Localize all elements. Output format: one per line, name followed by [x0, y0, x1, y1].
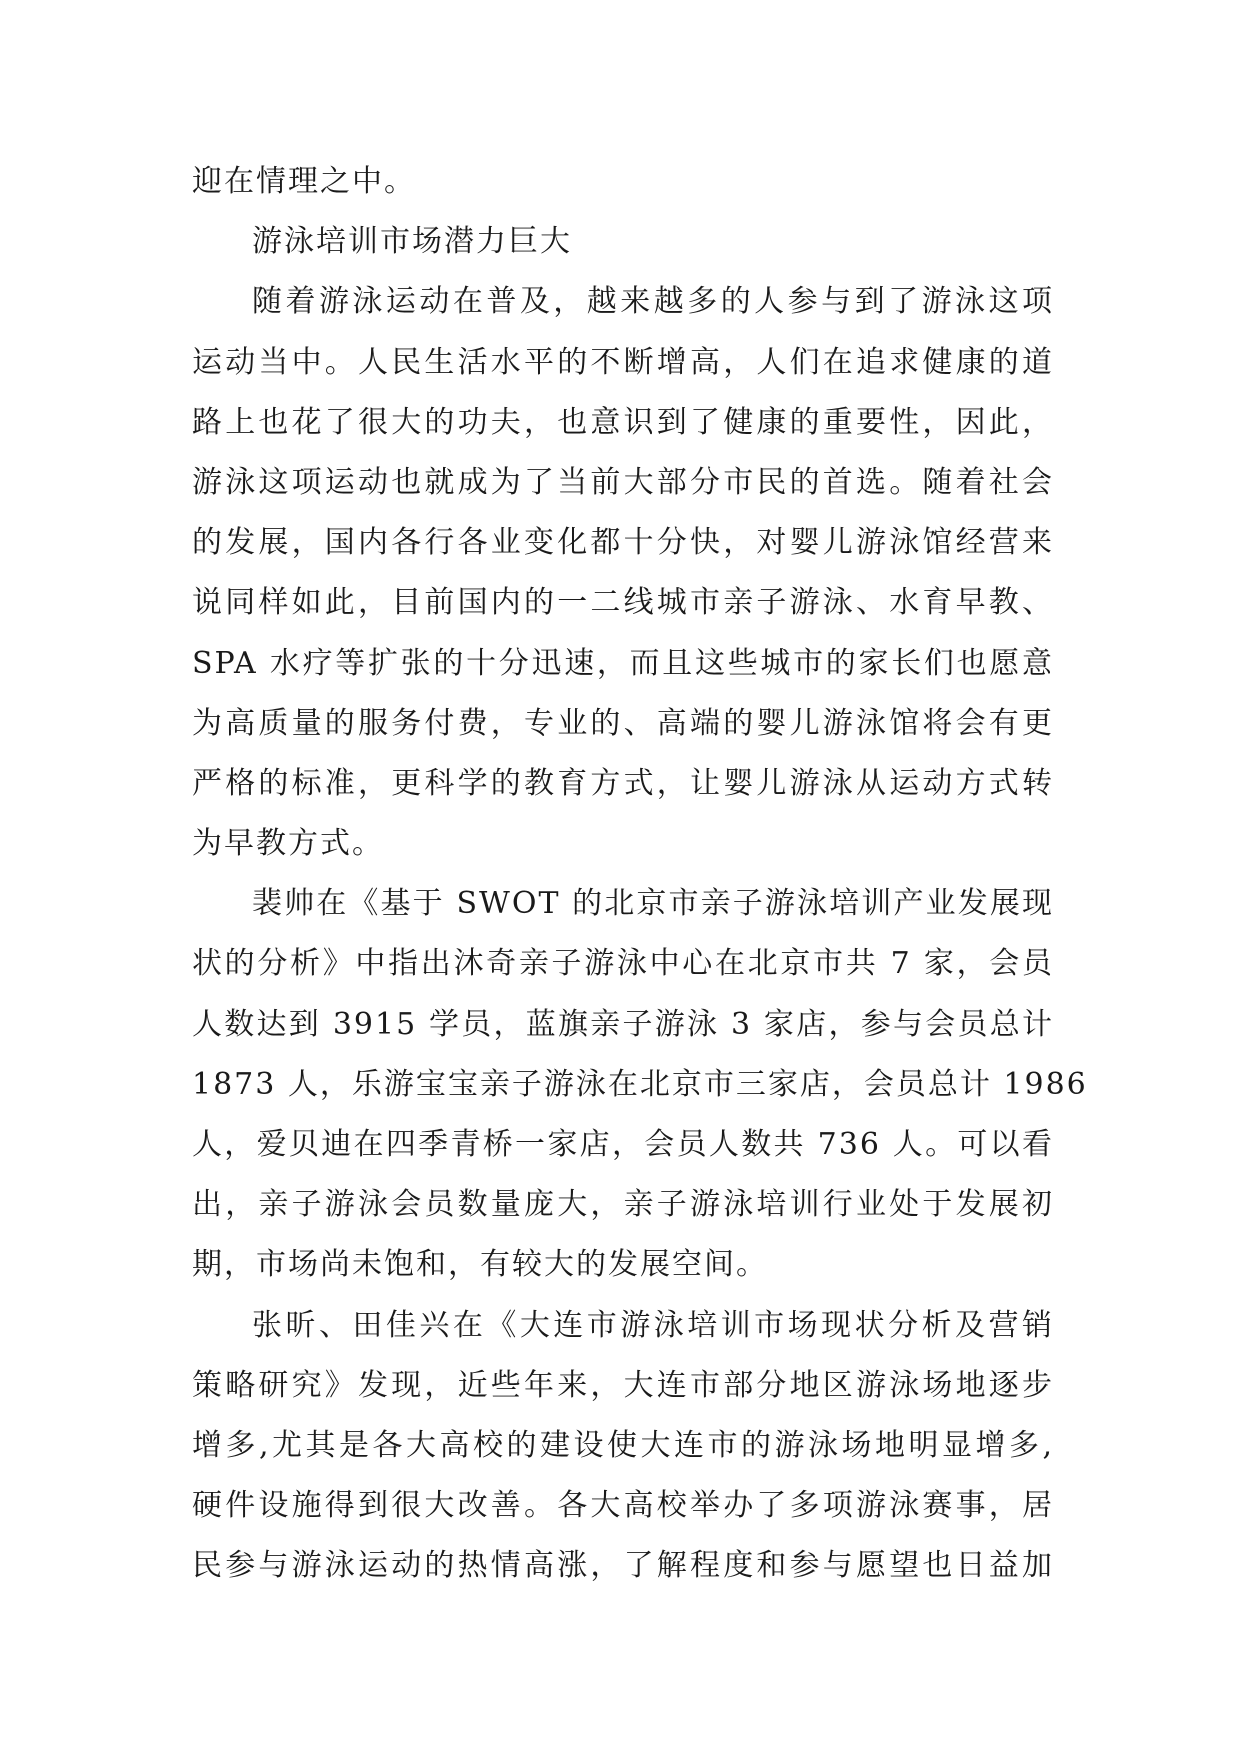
text-line: 硬件设施得到很大改善。各大高校举办了多项游泳赛事，居 — [192, 1488, 1054, 1524]
paragraph-first-line: 随着游泳运动在普及，越来越多的人参与到了游泳这项 — [252, 284, 1054, 320]
text-line: 为高质量的服务付费，专业的、高端的婴儿游泳馆将会有更 — [192, 705, 1054, 741]
text-line: 状的分析》中指出沐奇亲子游泳中心在北京市共 7 家，会员 — [192, 946, 1054, 982]
text-line: SPA 水疗等扩张的十分迅速，而且这些城市的家长们也愿意 — [192, 645, 1054, 681]
text-line: 策略研究》发现，近些年来，大连市部分地区游泳场地逐步 — [192, 1367, 1054, 1403]
text-line: 人，爱贝迪在四季青桥一家店，会员人数共 736 人。可以看 — [192, 1127, 1054, 1162]
text-line: 严格的标准，更科学的教育方式，让婴儿游泳从运动方式转 — [192, 765, 1054, 801]
text-line: 运动当中。人民生活水平的不断增高，人们在追求健康的道 — [192, 344, 1054, 380]
text-line: 的发展，国内各行各业变化都十分快，对婴儿游泳馆经营来 — [192, 525, 1054, 561]
text-line: 增多,尤其是各大高校的建设使大连市的游泳场地明显增多, — [192, 1427, 1054, 1463]
paragraph-first-line: 裴帅在《基于 SWOT 的北京市亲子游泳培训产业发展现 — [252, 886, 1054, 922]
paragraph-first-line: 游泳培训市场潜力巨大 — [252, 224, 572, 260]
text-line: 期，市场尚未饱和，有较大的发展空间。 — [192, 1247, 768, 1283]
text-line: 说同样如此，目前国内的一二线城市亲子游泳、水育早教、 — [192, 585, 1054, 621]
text-line: 路上也花了很大的功夫，也意识到了健康的重要性，因此， — [192, 404, 1054, 440]
text-line: 游泳这项运动也就成为了当前大部分市民的首选。随着社会 — [192, 464, 1054, 500]
text-line: 1873 人，乐游宝宝亲子游泳在北京市三家店，会员总计 1986 — [192, 1066, 1088, 1102]
text-line: 迎在情理之中。 — [192, 164, 416, 199]
text-line: 人数达到 3915 学员，蓝旗亲子游泳 3 家店，参与会员总计 — [192, 1006, 1054, 1042]
text-line: 为早教方式。 — [192, 826, 384, 862]
text-line: 出，亲子游泳会员数量庞大，亲子游泳培训行业处于发展初 — [192, 1187, 1054, 1223]
text-line: 民参与游泳运动的热情高涨，了解程度和参与愿望也日益加 — [192, 1548, 1054, 1584]
body-text — [192, 152, 1088, 1597]
paragraph-first-line: 张昕、田佳兴在《大连市游泳培训市场现状分析及营销 — [252, 1307, 1054, 1343]
